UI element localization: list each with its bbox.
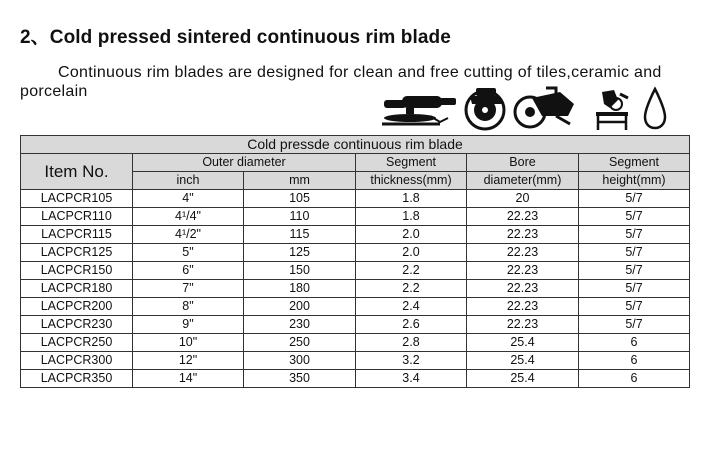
water-drop-icon <box>642 86 668 132</box>
cell-inch: 9" <box>133 316 244 334</box>
cell-thickness: 1.8 <box>356 208 467 226</box>
header-bore-diameter-unit: diameter(mm) <box>467 172 579 190</box>
header-outer-diameter: Outer diameter <box>133 154 356 172</box>
cell-height: 5/7 <box>579 244 690 262</box>
cell-bore: 22.23 <box>467 226 579 244</box>
cell-thickness: 1.8 <box>356 190 467 208</box>
table-row <box>21 352 690 370</box>
application-icons <box>380 86 680 132</box>
cell-thickness: 2.2 <box>356 262 467 280</box>
cell-height: 6 <box>579 370 690 388</box>
header-segment-height-unit: height(mm) <box>579 172 690 190</box>
cell-mm: 350 <box>244 370 356 388</box>
cell-inch: 6" <box>133 262 244 280</box>
header-item-no: Item No. <box>21 154 133 190</box>
cell-bore: 25.4 <box>467 370 579 388</box>
table-row <box>21 280 690 298</box>
table-row <box>21 262 690 280</box>
intro-paragraph: Continuous rim blades are designed for clean and free cutting of tiles,ceramic and porcelain <box>20 64 662 100</box>
cell-height: 5/7 <box>579 280 690 298</box>
cell-item: LACPCR250 <box>21 334 133 352</box>
cell-mm: 300 <box>244 352 356 370</box>
table-row <box>21 334 690 352</box>
cell-mm: 115 <box>244 226 356 244</box>
cell-thickness: 2.2 <box>356 280 467 298</box>
header-inch: inch <box>133 172 244 190</box>
cell-inch: 8" <box>133 298 244 316</box>
header-bore-diameter: Bore <box>467 154 579 172</box>
cell-item: LACPCR115 <box>21 226 133 244</box>
cell-inch: 7" <box>133 280 244 298</box>
cell-item: LACPCR180 <box>21 280 133 298</box>
table-row <box>21 190 690 208</box>
cell-mm: 110 <box>244 208 356 226</box>
table-row <box>21 298 690 316</box>
tile-cutter-icon <box>592 86 632 132</box>
table-title: Cold pressde continuous rim blade <box>21 136 690 154</box>
cell-inch: 5" <box>133 244 244 262</box>
cell-inch: 4" <box>133 190 244 208</box>
cell-mm: 180 <box>244 280 356 298</box>
header-segment-thickness: Segment <box>356 154 467 172</box>
table-row <box>21 370 690 388</box>
cell-thickness: 3.2 <box>356 352 467 370</box>
table-row <box>21 244 690 262</box>
cell-thickness: 2.0 <box>356 226 467 244</box>
section-heading: 2、Cold pressed sintered continuous rim blade <box>20 27 451 48</box>
angle-grinder-icon <box>380 86 460 132</box>
cell-item: LACPCR350 <box>21 370 133 388</box>
cell-height: 5/7 <box>579 208 690 226</box>
cell-item: LACPCR230 <box>21 316 133 334</box>
cell-bore: 22.23 <box>467 298 579 316</box>
cell-inch: 10" <box>133 334 244 352</box>
cell-inch: 4¹/4" <box>133 208 244 226</box>
cell-thickness: 2.8 <box>356 334 467 352</box>
specification-table <box>20 135 690 388</box>
cell-height: 5/7 <box>579 298 690 316</box>
cell-mm: 250 <box>244 334 356 352</box>
cell-height: 5/7 <box>579 316 690 334</box>
cell-mm: 230 <box>244 316 356 334</box>
cell-thickness: 2.6 <box>356 316 467 334</box>
cell-mm: 150 <box>244 262 356 280</box>
cell-item: LACPCR110 <box>21 208 133 226</box>
cell-thickness: 3.4 <box>356 370 467 388</box>
cell-bore: 25.4 <box>467 334 579 352</box>
cell-inch: 12" <box>133 352 244 370</box>
cell-thickness: 2.4 <box>356 298 467 316</box>
cell-inch: 14" <box>133 370 244 388</box>
cell-item: LACPCR105 <box>21 190 133 208</box>
cell-bore: 22.23 <box>467 316 579 334</box>
cell-inch: 4¹/2" <box>133 226 244 244</box>
cell-item: LACPCR150 <box>21 262 133 280</box>
cell-mm: 125 <box>244 244 356 262</box>
table-row <box>21 316 690 334</box>
header-mm: mm <box>244 172 356 190</box>
cell-height: 6 <box>579 334 690 352</box>
cell-height: 5/7 <box>579 262 690 280</box>
cell-bore: 25.4 <box>467 352 579 370</box>
table-row <box>21 208 690 226</box>
cut-off-saw-icon <box>512 86 578 132</box>
table-row <box>21 226 690 244</box>
cell-bore: 20 <box>467 190 579 208</box>
cell-bore: 22.23 <box>467 244 579 262</box>
cell-bore: 22.23 <box>467 262 579 280</box>
cell-bore: 22.23 <box>467 208 579 226</box>
header-segment-height: Segment <box>579 154 690 172</box>
cell-height: 5/7 <box>579 190 690 208</box>
cell-height: 5/7 <box>579 226 690 244</box>
cell-item: LACPCR200 <box>21 298 133 316</box>
cell-height: 6 <box>579 352 690 370</box>
cell-thickness: 2.0 <box>356 244 467 262</box>
cell-mm: 105 <box>244 190 356 208</box>
cell-item: LACPCR300 <box>21 352 133 370</box>
header-segment-thickness-unit: thickness(mm) <box>356 172 467 190</box>
cell-bore: 22.23 <box>467 280 579 298</box>
circular-saw-icon <box>462 86 508 132</box>
cell-mm: 200 <box>244 298 356 316</box>
cell-item: LACPCR125 <box>21 244 133 262</box>
